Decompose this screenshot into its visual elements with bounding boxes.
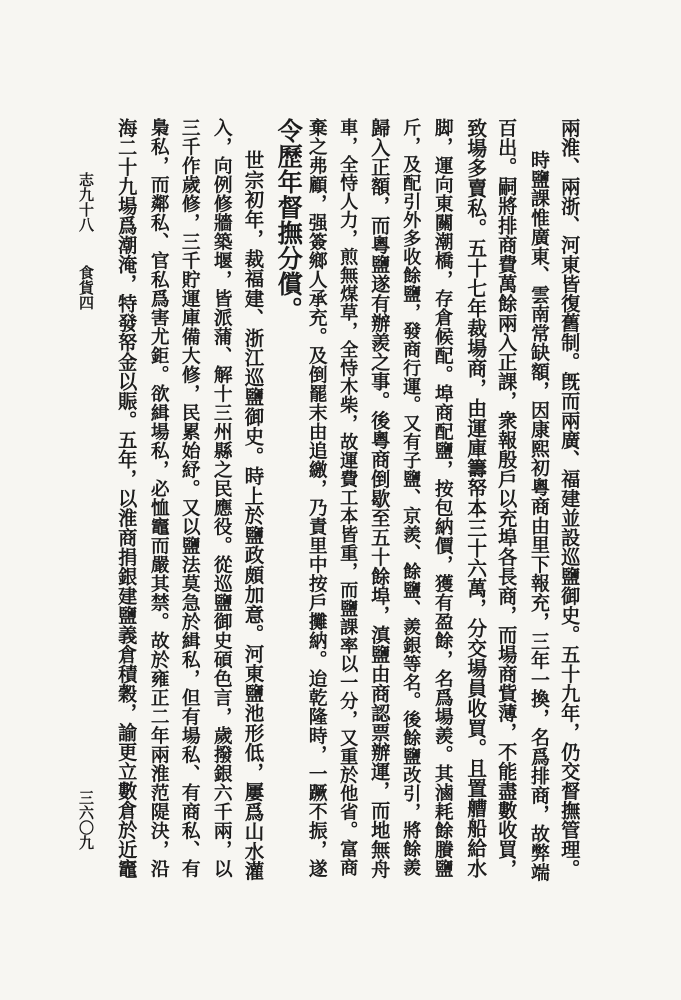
text-column: 梟私，而鄰私、官私爲害尤鉅。欲緝場私，必恤竈而嚴其禁。故於雍正二年兩淮范隄決，沿	[147, 118, 170, 878]
text-column: 入，向例修牆築堰，皆派蒲、解十三州縣之民應役。從巡鹽御史碩色言，歲撥銀六千兩，以	[210, 118, 233, 878]
text-column: 世宗初年，裁福建、浙江巡鹽御史。時上於鹽政頗加意。河東鹽池形低，屢爲山水灌	[241, 150, 265, 881]
text-column: 棄之弗顧，强簽鄉人承充。及倒罷末由追繳，乃責里中按戶攤納。迨乾隆時，一蹶不振，遂	[305, 118, 328, 878]
running-header-section: 食貨四	[77, 265, 95, 310]
text-column: 歸入正額，而粵鹽遂有辦羨之事。後粵商倒歇至五十餘埠，滇鹽由商認票辦運，而地無舟	[368, 118, 392, 879]
text-column: 脚，運向東關潮橋，存倉候配。埠商配鹽，按包納價，獲有盈餘，名爲場羨。其滷耗餘賸鹽	[431, 118, 454, 878]
text-column: 三千作歲修，三千貯運庫備大修，民累始紓。又以鹽法莫急於緝私，但有場私、有商私、有	[178, 118, 201, 878]
text-column: 百出。嗣將排商費萬餘兩入正課，衆報殷戶以充埠各長商，而場商貲薄，不能盡數收買，	[495, 118, 519, 879]
text-column: 海二十九場爲潮淹，特發帑金以賑。五年，以淮商捐銀建鹽義倉積穀，諭更立數倉於近竈	[115, 118, 139, 879]
text-column: 車，全恃人力，煎無煤草，全恃木柴，故運費工本皆重，而鹽課率以一分，又重於他省。富商	[337, 118, 359, 877]
text-column: 斤，及配引外多收餘鹽，發商行運。又有子鹽、京羨、餘鹽、羨銀等名。後餘鹽改引，將餘羨	[400, 118, 422, 877]
text-column: 致場多賣私。五十七年裁場商，由運庫籌帑本三十六萬，分交場員收買。且置艚船給水	[463, 118, 487, 878]
text-column: 兩淮、兩浙、河東皆復舊制。旣而兩廣、福建並設巡鹽御史。五十九年，仍交督撫管理。	[558, 118, 582, 879]
page-number: 三六〇九	[77, 790, 95, 850]
running-header-chapter: 志九十八	[77, 172, 95, 232]
text-column: 時鹽課惟廣東、雲南常缺額，因康熙初粵商由里下報充，三年一換，名爲排商，故弊端	[527, 150, 550, 882]
text-column: 令歷年督撫分償。	[274, 118, 305, 322]
